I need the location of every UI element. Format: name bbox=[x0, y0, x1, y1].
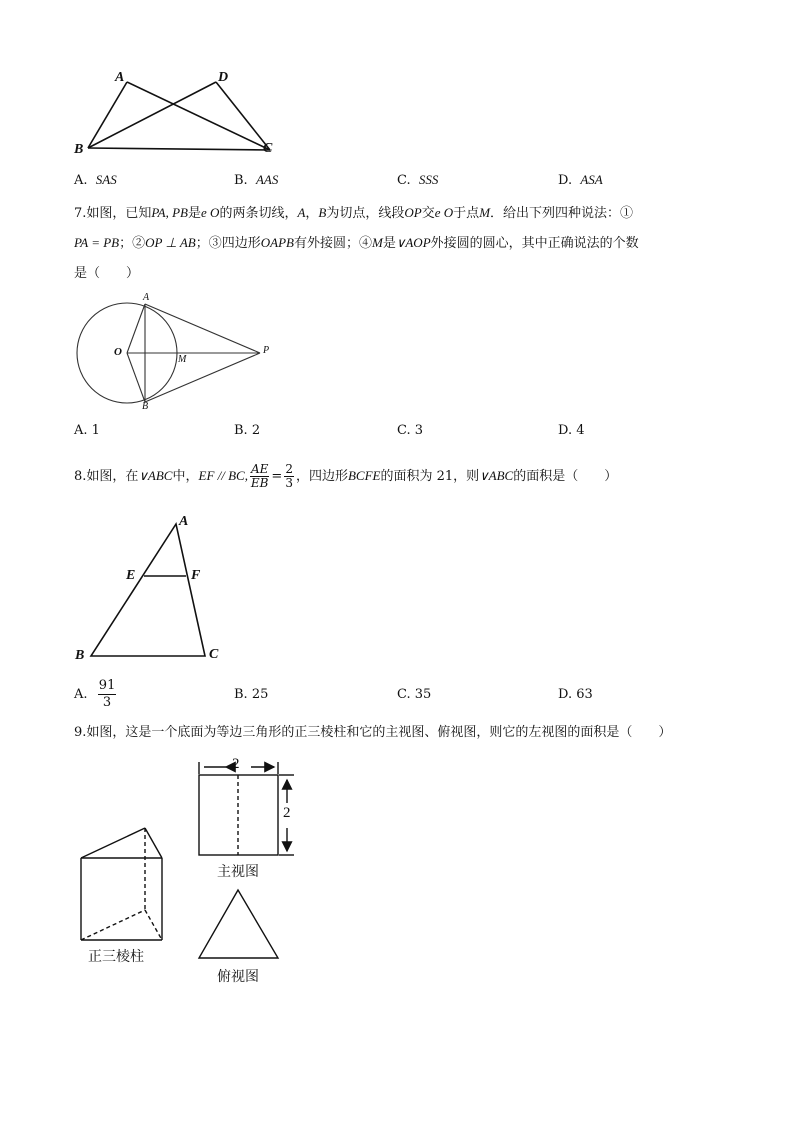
q6-label-b: B bbox=[74, 142, 84, 157]
q8-label-b: B bbox=[75, 648, 85, 663]
q8-option-a[interactable]: A. $\frac{91}{3}$ bbox=[74, 678, 116, 710]
q8-ratio-fraction: $\frac{AE}{EB}$ bbox=[250, 462, 269, 490]
q7-label-m: M bbox=[178, 354, 187, 365]
q8-stem: 8.如图，在∨ABC中，EF // BC, $\frac{AE}{EB}$ = $\frac{2}{3}$ ，四边形BCFE的面积为 21，则∨ABC的面积是（ ） bbox=[74, 462, 618, 490]
q8-option-d[interactable]: D. 63 bbox=[558, 687, 593, 702]
q6-option-d[interactable]: D. ASA bbox=[558, 172, 603, 188]
q7-label-b: B bbox=[142, 401, 149, 412]
q6-option-a[interactable]: A. SAS bbox=[74, 172, 117, 188]
q8-option-c[interactable]: C. 35 bbox=[397, 687, 432, 702]
q7-label-p: P bbox=[263, 345, 270, 356]
q8-label-a: A bbox=[179, 514, 189, 529]
q7-option-c[interactable]: C. 3 bbox=[397, 423, 424, 438]
q9-stem: 9.如图，这是一个底面为等边三角形的正三棱柱和它的主视图、俯视图，则它的左视图的面积是（ ） bbox=[74, 725, 672, 740]
q7-label-o: O bbox=[114, 346, 122, 358]
prism-drawing bbox=[81, 828, 162, 940]
q7-stem-line3: 是（ ） bbox=[74, 266, 140, 281]
q9-top-view-caption: 俯视图 bbox=[217, 969, 259, 985]
q6-option-c[interactable]: C. SSS bbox=[397, 172, 439, 188]
q7-option-d[interactable]: D. 4 bbox=[558, 423, 585, 438]
q8-label-c: C bbox=[209, 647, 219, 662]
q7-option-a[interactable]: A. 1 bbox=[74, 423, 100, 438]
q6-option-b[interactable]: B. AAS bbox=[234, 172, 279, 188]
q9-front-view-caption: 主视图 bbox=[217, 864, 259, 880]
q7-stem-line1: 7.如图，已知PA, PB是e O的两条切线，A，B为切点，线段OP交e O于点M．给出下列四种说法：① bbox=[74, 205, 634, 221]
q8-option-a-fraction: $\frac{91}{3}$ bbox=[98, 678, 116, 710]
q8-label-e: E bbox=[126, 568, 136, 583]
front-view-drawing bbox=[199, 762, 294, 855]
q9-height-label: 2 bbox=[283, 805, 291, 821]
q9-width-label: 2 bbox=[232, 756, 240, 772]
q7-label-a: A bbox=[143, 292, 150, 303]
q6-label-a: A bbox=[115, 70, 125, 85]
q8-option-b[interactable]: B. 25 bbox=[234, 687, 269, 702]
q6-label-d: D bbox=[218, 70, 229, 85]
q7-stem-line2: PA = PB；②OP ⊥ AB；③四边形OAPB有外接圆；④M是∨AOP外接圆的圆心，其中正确说法的个数 bbox=[74, 235, 639, 251]
q8-label-f: F bbox=[191, 568, 201, 583]
q9-prism-caption: 正三棱柱 bbox=[88, 949, 144, 965]
top-view-drawing bbox=[199, 890, 278, 958]
q6-label-c: C bbox=[263, 141, 273, 156]
q8-ratio-value: $\frac{2}{3}$ bbox=[285, 462, 293, 490]
q7-option-b[interactable]: B. 2 bbox=[234, 423, 261, 438]
